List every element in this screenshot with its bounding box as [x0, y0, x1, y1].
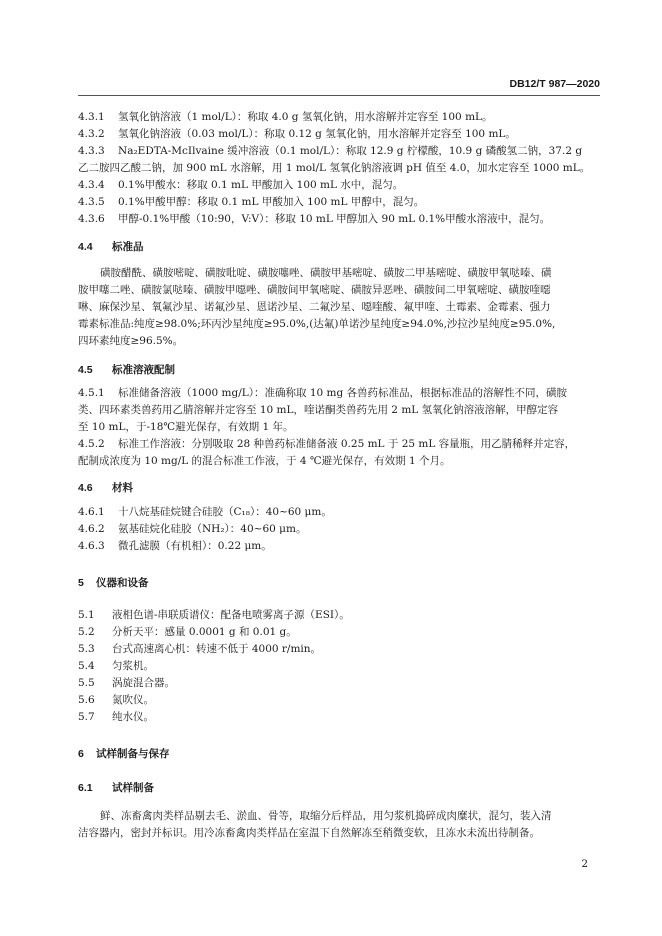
clause-number: 5.6	[78, 694, 95, 706]
clause-number: 5.1	[78, 609, 95, 621]
clause-number: 4.5.1	[78, 387, 105, 399]
clause-number: 4.6.1	[78, 506, 105, 518]
clause-number: 5.3	[78, 643, 95, 655]
section-number: 4.6	[78, 482, 93, 494]
section-title: 标准品	[112, 241, 144, 253]
clause-text: 匀浆机。	[112, 660, 154, 672]
section-title: 材料	[112, 482, 133, 494]
clause-number: 5.5	[78, 677, 95, 689]
clause-text: 至 10 mL，于-18℃避光保存，有效期 1 年。	[78, 421, 294, 433]
clause-text: 液相色谱-串联质谱仪：配备电喷雾离子源（ESI）。	[112, 609, 350, 621]
clause-text: 0.1%甲酸甲醇：移取 0.1 mL 甲酸加入 100 mL 甲醇中，混匀。	[118, 196, 425, 208]
clause-text: 甲醇-0.1%甲酸（10:90，V:V）：移取 10 mL 甲醇加入 90 mL 0.1%甲酸水溶液中，混匀。	[118, 213, 551, 225]
clause-text: 0.1%甲酸水：移取 0.1 mL 甲酸加入 100 mL 水中，混匀。	[118, 179, 404, 191]
chapter-number: 5	[78, 577, 84, 589]
paragraph-text: 鲜、冻畜禽肉类样品剔去毛、淤血、骨等，取缩分后样品，用匀浆机捣碎成肉糜状，混匀，装入清	[100, 810, 552, 822]
clause-text: 涡旋混合器。	[112, 677, 175, 689]
section-number: 6.1	[78, 782, 93, 794]
page-number: 2	[581, 858, 588, 870]
paragraph-text: 霉素标准品:纯度≥98.0%;环丙沙星纯度≥95.0%,(达氟)单诺沙星纯度≥94.0%,沙拉沙星纯度≥95.0%,	[78, 318, 556, 330]
chapter-number: 6	[78, 748, 84, 760]
paragraph-text: 洁容器内，密封并标识。用冷冻畜禽肉类样品在室温下自然解冻至稍微变软，且冻水未流出待制备。	[78, 827, 540, 839]
clause-text: 类、四环素类兽药用乙腈溶解并定容至 10 mL，喹诺酮类兽药先用 2 mL 氢氧化钠溶液溶解，甲醇定容	[78, 404, 559, 416]
clause-text: 氨基硅烷化硅胶（NH₂）：40~60 μm。	[118, 523, 307, 535]
section-title: 标准溶液配制	[112, 364, 175, 376]
paragraph-text: 磺胺醋酰、磺胺嘧啶、磺胺吡啶、磺胺噻唑、磺胺甲基嘧啶、磺胺二甲基嘧啶、磺胺甲氧哒嗪、磺	[100, 267, 552, 279]
clause-number: 5.7	[78, 711, 95, 723]
clause-number: 4.3.5	[78, 196, 105, 208]
clause-text: 微孔滤膜（有机相）：0.22 μm。	[118, 540, 272, 552]
clause-number: 5.2	[78, 626, 95, 638]
clause-number: 4.6.2	[78, 523, 105, 535]
clause-number: 4.3.1	[78, 111, 105, 123]
clause-text: 分析天平：感量 0.0001 g 和 0.01 g。	[112, 626, 297, 638]
document-code: DB12/T 987—2020	[509, 78, 600, 90]
chapter-title: 仪器和设备	[96, 577, 149, 589]
section-number: 4.5	[78, 364, 93, 376]
header-rule	[78, 95, 600, 96]
clause-text: 氢氧化钠溶液（1 mol/L）：称取 4.0 g 氢氧化钠，用水溶解并定容至 100 mL。	[118, 111, 493, 123]
clause-text: 台式高速离心机：转速不低于 4000 r/min。	[112, 643, 322, 655]
clause-text: 配制成浓度为 10 mg/L 的混合标准工作液，于 4 ℃避光保存，有效期 1 个月。	[78, 455, 451, 467]
section-title: 试样制备	[112, 782, 154, 794]
clause-text: 氮吹仪。	[112, 694, 154, 706]
clause-number: 4.3.3	[78, 145, 105, 157]
clause-number: 4.6.3	[78, 540, 105, 552]
clause-number: 5.4	[78, 660, 95, 672]
clause-text: 纯水仪。	[112, 711, 154, 723]
clause-number: 4.3.2	[78, 128, 105, 140]
clause-text: 标准储备溶液（1000 mg/L）：准确称取 10 mg 各兽药标准品，根据标准品的溶解性不同，磺胺	[118, 387, 568, 399]
clause-text: 标准工作溶液：分别吸取 28 种兽药标准储备液 0.25 mL 于 25 mL 容量瓶，用乙腈稀释并定容，	[118, 438, 576, 450]
clause-text: 十八烷基硅烷键合硅胶（C₁₈）：40~60 μm。	[118, 506, 332, 518]
clause-text: 乙二胺四乙酸二钠，加 900 mL 水溶解，用 1 mol/L 氢氧化钠溶液调 pH 值至 4.0，加水定容至 1000 mL。	[78, 162, 591, 174]
clause-number: 4.3.4	[78, 179, 105, 191]
clause-number: 4.5.2	[78, 438, 105, 450]
paragraph-text: 四环素纯度≥96.5%。	[78, 335, 184, 347]
clause-number: 4.3.6	[78, 213, 105, 225]
chapter-title: 试样制备与保存	[96, 748, 170, 760]
clause-text: 氢氧化钠溶液（0.03 mol/L）：称取 0.12 g 氢氧化钠，用水溶解并定容至 100 mL。	[118, 128, 516, 140]
paragraph-text: 啉、麻保沙星、氧氟沙星、诺氟沙星、恩诺沙星、二氟沙星、噁喹酸、氟甲喹、土霉素、金霉素、强力	[78, 301, 551, 313]
clause-text: Na₂EDTA-McIlvaine 缓冲溶液（0.1 mol/L）：称取 12.9 g 柠檬酸，10.9 g 磷酸氢二钠，37.2 g	[118, 145, 583, 157]
paragraph-text: 胺甲噻二唑、磺胺氯哒嗪、磺胺甲噁唑、磺胺间甲氧嘧啶、磺胺异恶唑、磺胺间二甲氧嘧啶、磺胺喹噁	[78, 284, 551, 296]
section-number: 4.4	[78, 241, 93, 253]
